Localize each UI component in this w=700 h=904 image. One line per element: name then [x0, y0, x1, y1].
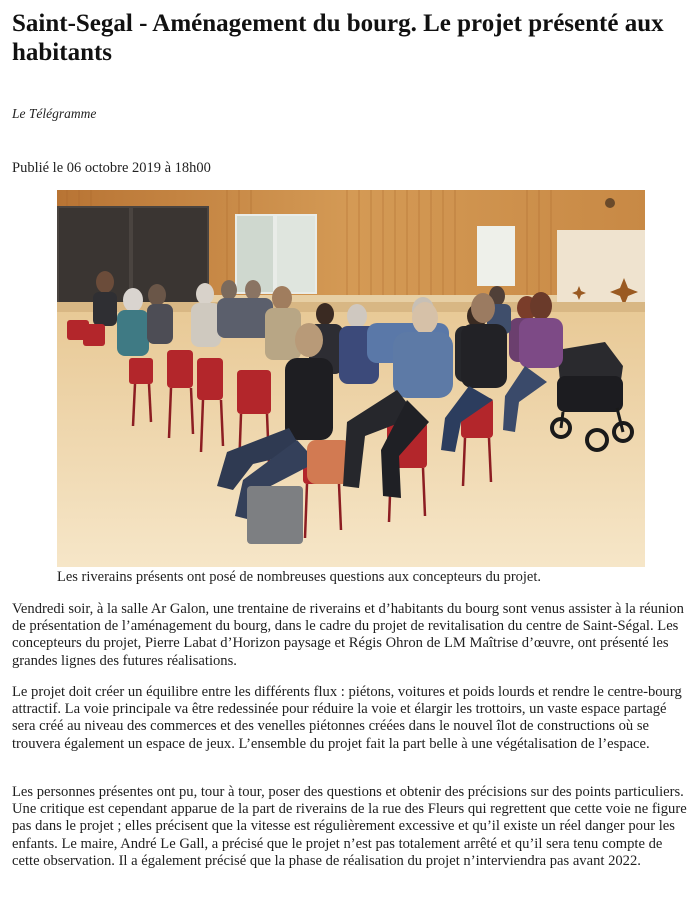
article-headline: Saint-Segal - Aménagement du bourg. Le projet présenté aux habitants — [12, 10, 664, 66]
photo-caption: Les riverains présents ont posé de nombreuses questions aux concepteurs du projet. — [57, 569, 542, 585]
article-photo — [57, 190, 645, 567]
article-paragraph: Le projet doit créer un équilibre entre les différents flux : piétons, voitures et poids lourds et rendre le centre-bourg attractif. La voie principale va être redessinée pour réduire la voie et élargir les trottoirs, un vaste espace partagé sera créé au niveau des commerces et des venelles piétonnes créées dans le nouvel îlot de constructions où se trouvera également un espace de jeux. L’ensemble du projet fait la part belle à une végétalisation de l’espace. — [12, 684, 682, 752]
article-source: Le Télégramme — [12, 106, 97, 121]
article-paragraph: Les personnes présentes ont pu, tour à tour, poser des questions et obtenir des précisions sur des points particuliers. Une critique est cependant apparue de la part de riverains de la rue des Fleurs qui regrettent que cette voie ne figure pas dans le projet ; elles précisent que la vitesse est régulièrement excessive et qu’il existe un réel danger pour les enfants. Le maire, André Le Gall, a précisé que le projet n’est pas totalement arrêté et qu’il sera tenu compte de cette observation. Il a également précisé que la phase de réalisation du projet n’interviendra pas avant 2022. — [12, 784, 687, 869]
article-paragraph: Vendredi soir, à la salle Ar Galon, une trentaine de riverains et d’habitants du bourg sont venus assister à la réunion de présentation de l’aménagement du bourg, dans le cadre du projet de revitalisation du centre de Saint-Ségal. Les concepteurs du projet, Pierre Labat d’Horizon paysage et Régis Ohron de LM Maîtrise d’œuvre, ont présenté les grandes lignes des futures réalisations. — [12, 601, 684, 669]
publication-date: Publié le 06 octobre 2019 à 18h00 — [12, 160, 211, 176]
